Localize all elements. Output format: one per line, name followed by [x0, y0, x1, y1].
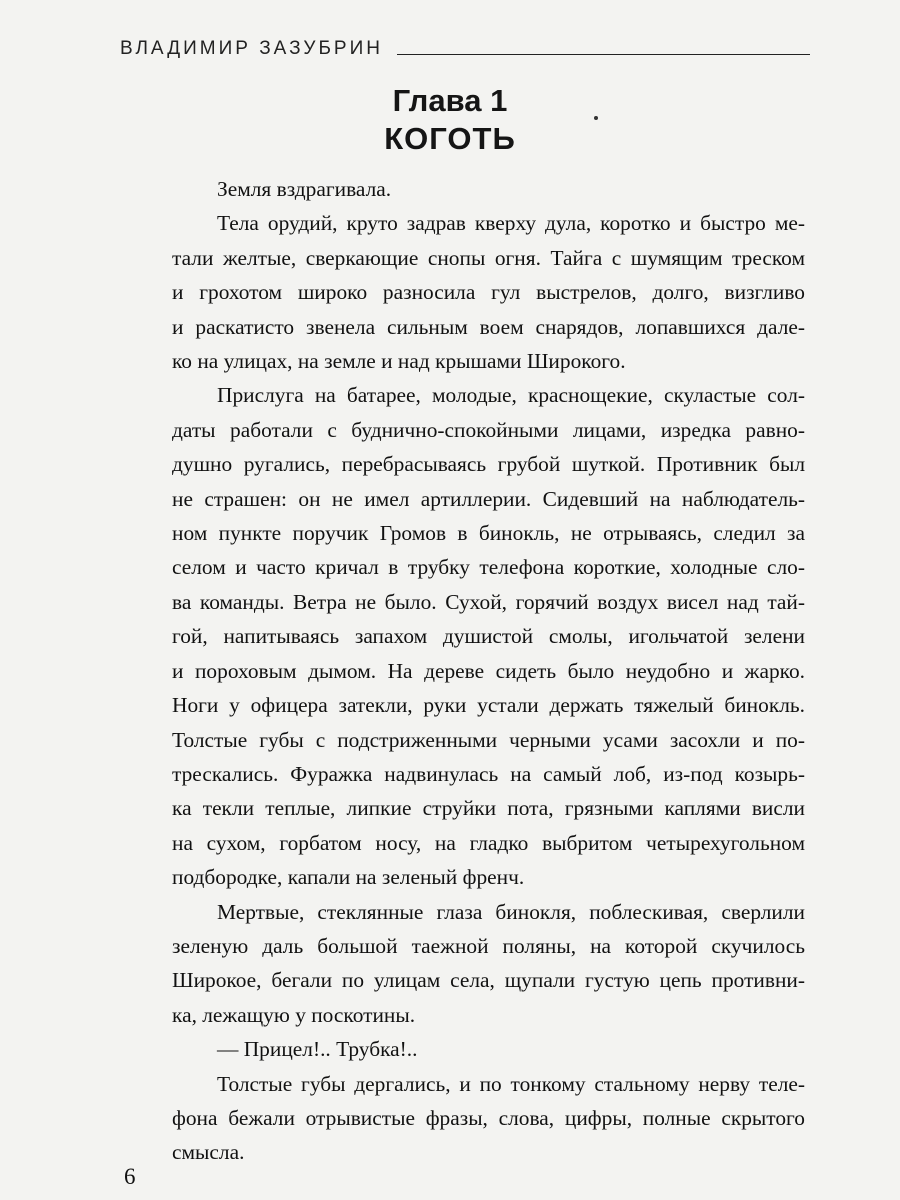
text-line: Тела орудий, круто задрав кверху дула, коротко и быстро ме-: [217, 211, 805, 236]
text-line: трескались. Фуражка надвинулась на самый лоб, из-под козырь-: [172, 761, 805, 786]
text-line: фона бежали отрывистые фразы, слова, цифры, полные скрытого: [172, 1105, 805, 1130]
text-line: и грохотом широко разносила гул выстрелов, долго, визгливо: [172, 280, 805, 305]
text-line: и раскатисто звенела сильным воем снарядов, лопавшихся дале-: [172, 314, 805, 339]
chapter-number: Глава 1: [392, 83, 508, 118]
chapter-heading: [0, 82, 900, 158]
paragraph: [127, 1067, 805, 1170]
text-line: душно ругались, перебрасываясь грубой шуткой. Противник был: [172, 452, 805, 477]
text-line: ка, лежащую у поскотины.: [172, 1002, 416, 1027]
running-head-rule: [397, 54, 810, 55]
running-head-author: ВЛАДИМИР ЗАЗУБРИН: [120, 38, 383, 59]
text-line: ко на улицах, на земле и над крышами Широкого.: [172, 349, 626, 374]
paragraph: [127, 172, 805, 206]
print-speck: [594, 116, 598, 120]
text-line: Широкое, бегали по улицам села, щупали густую цепь противни-: [172, 968, 805, 993]
text-line: даты работали с буднично-спокойными лицами, изредка равно-: [172, 417, 805, 442]
text-line: Толстые губы дергались, и по тонкому стальному нерву теле-: [217, 1071, 805, 1096]
text-line: смысла.: [172, 1140, 245, 1165]
body-text: [127, 172, 805, 1170]
paragraph: [127, 895, 805, 1033]
text-line: Мертвые, стеклянные глаза бинокля, поблескивая, сверлили: [217, 899, 805, 924]
text-line: — Прицел!.. Трубка!..: [217, 1037, 418, 1062]
paragraph: [127, 206, 805, 378]
text-line: селом и часто кричал в трубку телефона короткие, холодные сло-: [172, 555, 805, 580]
text-line: и пороховым дымом. На дереве сидеть было неудобно и жарко.: [172, 658, 805, 683]
page-number: 6: [124, 1164, 136, 1189]
paragraph: [127, 378, 805, 894]
text-line: не страшен: он не имел артиллерии. Сидевший на наблюдатель-: [172, 486, 805, 511]
text-line: гой, напитываясь запахом душистой смолы, игольчатой зелени: [172, 624, 805, 649]
text-line: Прислуга на батарее, молодые, краснощекие, скуластые сол-: [217, 383, 805, 408]
running-head: [120, 34, 810, 58]
text-line: Толстые губы с подстриженными черными усами засохли и по-: [172, 727, 805, 752]
text-line: подбородке, капали на зеленый френч.: [172, 865, 525, 890]
text-line: ка текли теплые, липкие струйки пота, грязными каплями висли: [172, 796, 805, 821]
text-line: Ноги у офицера затекли, руки устали держать тяжелый бинокль.: [172, 693, 805, 718]
text-line: зеленую даль большой таежной поляны, на которой скучилось: [172, 933, 805, 958]
chapter-title: КОГОТЬ: [384, 121, 516, 156]
text-line: ном пункте поручик Громов в бинокль, не отрываясь, следил за: [172, 521, 805, 546]
text-line: тали желтые, сверкающие снопы огня. Тайга с шумящим треском: [172, 245, 805, 270]
paragraph: [127, 1032, 805, 1066]
text-line: на сухом, горбатом носу, на гладко выбритом четырехугольном: [172, 830, 805, 855]
text-line: ва команды. Ветра не было. Сухой, горячий воздух висел над тай-: [172, 589, 805, 614]
text-line: Земля вздрагивала.: [217, 177, 392, 201]
